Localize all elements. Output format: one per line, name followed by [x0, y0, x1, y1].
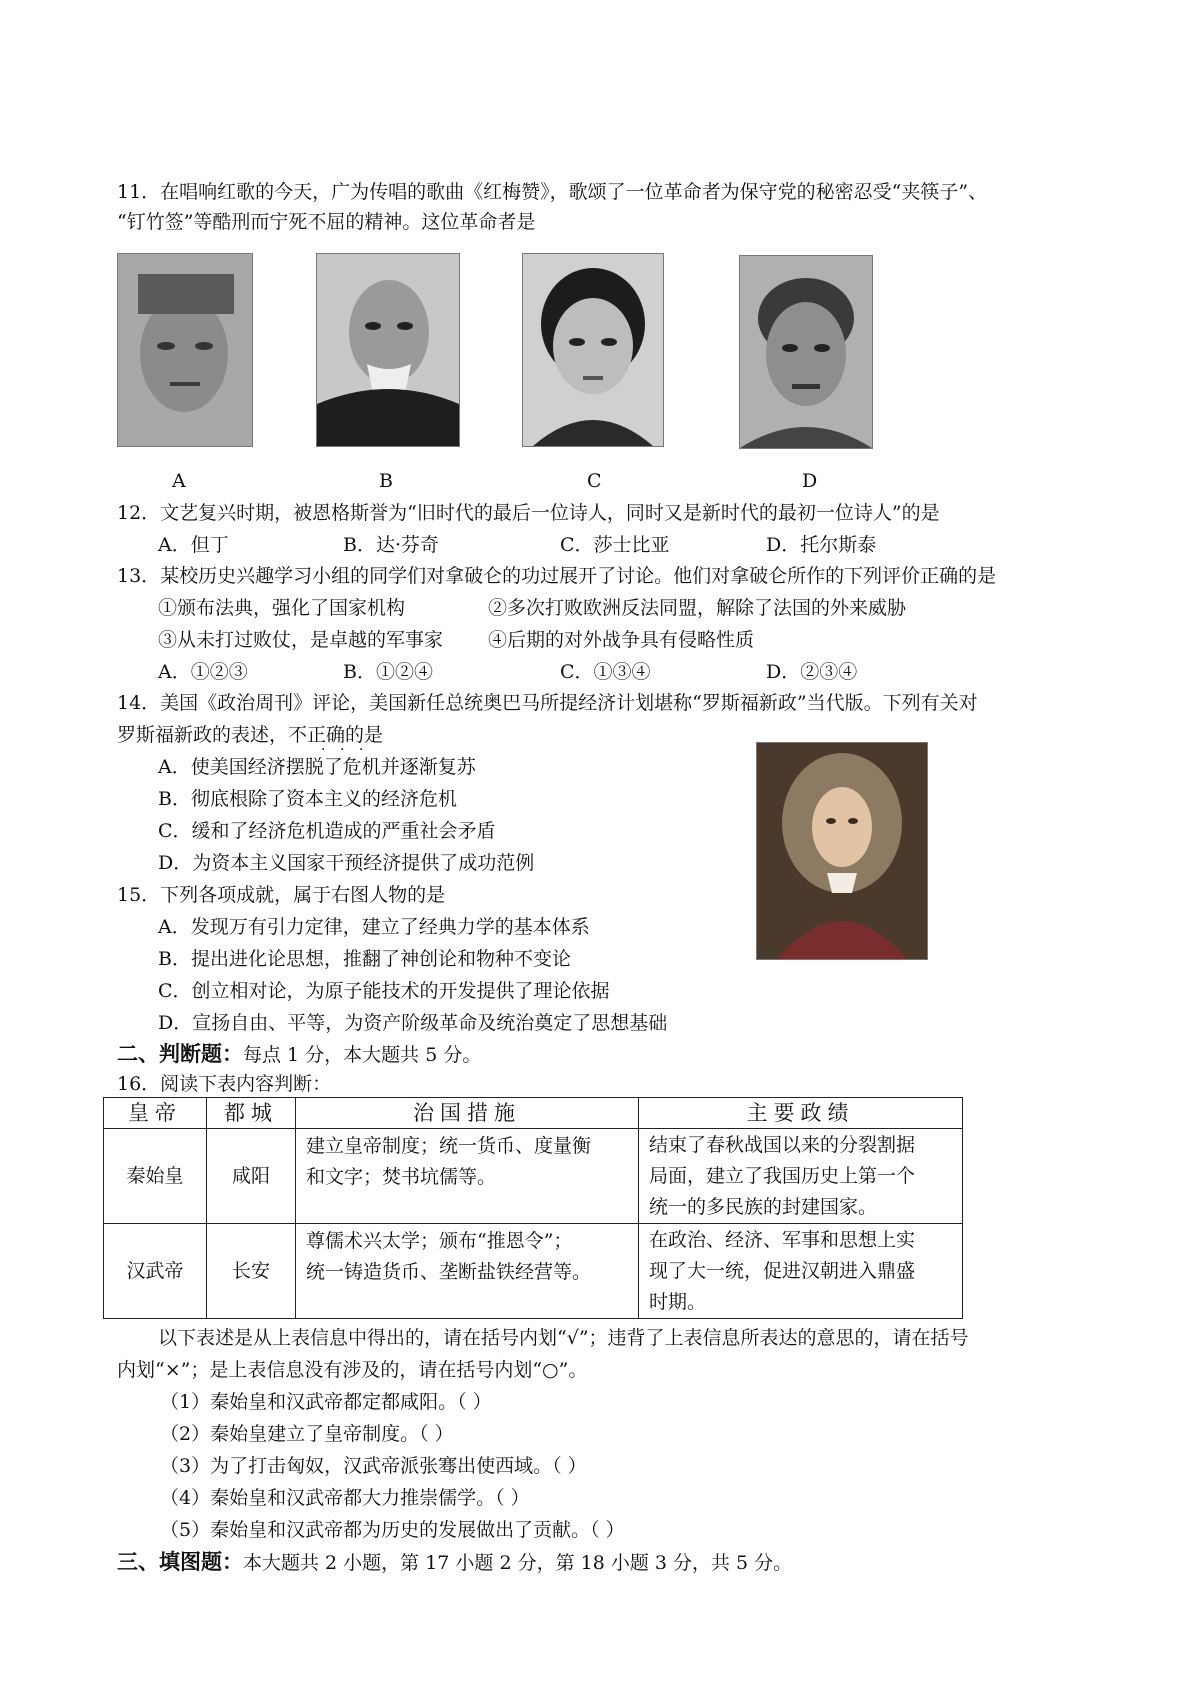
portrait-b-image — [316, 253, 460, 447]
q16-item-4: （4）秦始皇和汉武帝都大力推崇儒学。（ ） — [160, 1487, 530, 1509]
section3-desc: 本大题共 2 小题，第 17 小题 2 分，第 18 小题 3 分，共 5 分。 — [243, 1552, 793, 1574]
row1-capital: 咸阳 — [207, 1129, 296, 1224]
row1-measures — [296, 1129, 639, 1224]
q15-option-b: B．提出进化论思想，推翻了神创论和物种不变论 — [158, 948, 571, 970]
q11-line2: “钉竹签”等酷刑而宁死不屈的精神。这位革命者是 — [117, 211, 536, 233]
q13-option-b: B．①②④ — [343, 661, 433, 683]
q16-item-5: （5）秦始皇和汉武帝都为历史的发展做出了贡献。（ ） — [160, 1519, 625, 1541]
row1-achievements-line: 结束了春秋战国以来的分裂割据 — [649, 1133, 916, 1156]
row1-achievements-line: 统一的多民族的封建国家。 — [649, 1195, 878, 1218]
q13-option-c: C．①③④ — [560, 661, 651, 683]
emphasis-dot: · — [340, 742, 345, 758]
q13-option-d: D．②③④ — [766, 661, 858, 683]
portrait-d-label: D — [802, 470, 818, 492]
q13-item3: ③从未打过败仗，是卓越的军事家 — [158, 629, 444, 651]
section2-heading — [117, 1040, 481, 1069]
q14-option-b: B．彻底根除了资本主义的经济危机 — [158, 788, 457, 810]
row1-measures-line: 和文字；焚书坑儒等。 — [306, 1166, 497, 1188]
q13-item1: ①颁布法典，强化了国家机构 — [158, 597, 406, 619]
section2-title: 二、判断题： — [117, 1041, 243, 1066]
table-row — [104, 1224, 963, 1319]
emphasis-dot: · — [359, 742, 364, 758]
row2-measures-line: 尊儒术兴太学；颁布“推恩令”； — [306, 1230, 573, 1252]
portrait-c-image — [522, 253, 664, 447]
q13-stem: 13．某校历史兴趣学习小组的同学们对拿破仑的功过展开了讨论。他们对拿破仑所作的下列评价正确的是 — [117, 565, 997, 587]
q13-item4: ④后期的对外战争具有侵略性质 — [488, 629, 755, 651]
header-achievements: 主要政绩 — [639, 1098, 963, 1129]
newton-portrait-image — [756, 742, 928, 960]
q14-line2: 罗斯福新政的表述，不正确的是 — [117, 724, 384, 746]
q11-line1: 11．在唱响红歌的今天，广为传唱的歌曲《红梅赞》，歌颂了一位革命者为保守党的秘密忍受“夹筷子”、 — [117, 181, 988, 203]
q14-option-d: D．为资本主义国家干预经济提供了成功范例 — [158, 852, 535, 874]
q12-stem: 12．文艺复兴时期，被恩格斯誉为“旧时代的最后一位诗人，同时又是新时代的最初一位诗人”的是 — [117, 502, 940, 524]
q14-option-a: A．使美国经济摆脱了危机并逐渐复苏 — [158, 756, 476, 778]
row1-measures-line: 建立皇帝制度；统一货币、度量衡 — [306, 1135, 592, 1157]
portrait-c-label: C — [587, 470, 602, 492]
header-measures: 治国措施 — [296, 1098, 639, 1129]
emperor-table — [103, 1097, 963, 1319]
q13-item2: ②多次打败欧洲反法同盟，解除了法国的外来威胁 — [488, 597, 907, 619]
portrait-b-label: B — [379, 470, 393, 492]
q16-instruction-line1: 以下表述是从上表信息中得出的，请在括号内划“√”；违背了上表信息所表达的意思的，请在括号 — [158, 1327, 969, 1349]
section3-heading — [117, 1548, 792, 1577]
q16-stem: 16．阅读下表内容判断： — [117, 1073, 332, 1095]
portrait-a-image — [117, 253, 253, 447]
portrait-a-label: A — [172, 470, 186, 492]
row2-capital: 长安 — [207, 1224, 296, 1319]
table-row — [104, 1129, 963, 1224]
row2-measures — [296, 1224, 639, 1319]
emphasis-dot: · — [321, 742, 326, 758]
row2-measures-line: 统一铸造货币、垄断盐铁经营等。 — [306, 1261, 592, 1283]
row2-emperor: 汉武帝 — [104, 1224, 207, 1319]
row1-emperor: 秦始皇 — [104, 1129, 207, 1224]
q15-stem: 15．下列各项成就，属于右图人物的是 — [117, 884, 446, 906]
q12-option-d: D．托尔斯泰 — [766, 534, 877, 556]
row2-achievements-line: 时期。 — [649, 1290, 707, 1313]
q13-option-a: A．①②③ — [158, 661, 248, 683]
portrait-d-image — [739, 255, 873, 449]
q12-option-c: C．莎士比亚 — [560, 534, 670, 556]
q16-instruction-line2: 内划“×”；是上表信息没有涉及的，请在括号内划“○”。 — [117, 1359, 588, 1381]
section2-desc: 每点 1 分，本大题共 5 分。 — [243, 1044, 482, 1066]
table-header-row — [104, 1098, 963, 1129]
row1-achievements-line: 局面，建立了我国历史上第一个 — [649, 1164, 916, 1187]
q16-item-1: （1）秦始皇和汉武帝都定都咸阳。（ ） — [160, 1391, 492, 1413]
q12-option-b: B．达·芬奇 — [343, 534, 440, 556]
q15-option-c: C．创立相对论，为原子能技术的开发提供了理论依据 — [158, 980, 610, 1002]
header-emperor: 皇帝 — [104, 1098, 207, 1129]
section3-title: 三、填图题： — [117, 1549, 243, 1574]
q14-option-c: C．缓和了经济危机造成的严重社会矛盾 — [158, 820, 496, 842]
row2-achievements-line: 现了大一统，促进汉朝进入鼎盛 — [649, 1259, 916, 1282]
row1-achievements — [639, 1129, 963, 1224]
q12-option-a: A．但丁 — [158, 534, 229, 556]
q15-option-a: A．发现万有引力定律，建立了经典力学的基本体系 — [158, 916, 590, 938]
q14-line1: 14．美国《政治周刊》评论，美国新任总统奥巴马所提经济计划堪称“罗斯福新政”当代版。下列有关对 — [117, 692, 978, 714]
header-capital: 都城 — [207, 1098, 296, 1129]
q15-option-d: D．宣扬自由、平等，为资产阶级革命及统治奠定了思想基础 — [158, 1012, 668, 1034]
q16-item-2: （2）秦始皇建立了皇帝制度。（ ） — [160, 1423, 454, 1445]
row2-achievements-line: 在政治、经济、军事和思想上实 — [649, 1228, 916, 1251]
row2-achievements — [639, 1224, 963, 1319]
q16-item-3: （3）为了打击匈奴，汉武帝派张骞出使西域。（ ） — [160, 1455, 587, 1477]
